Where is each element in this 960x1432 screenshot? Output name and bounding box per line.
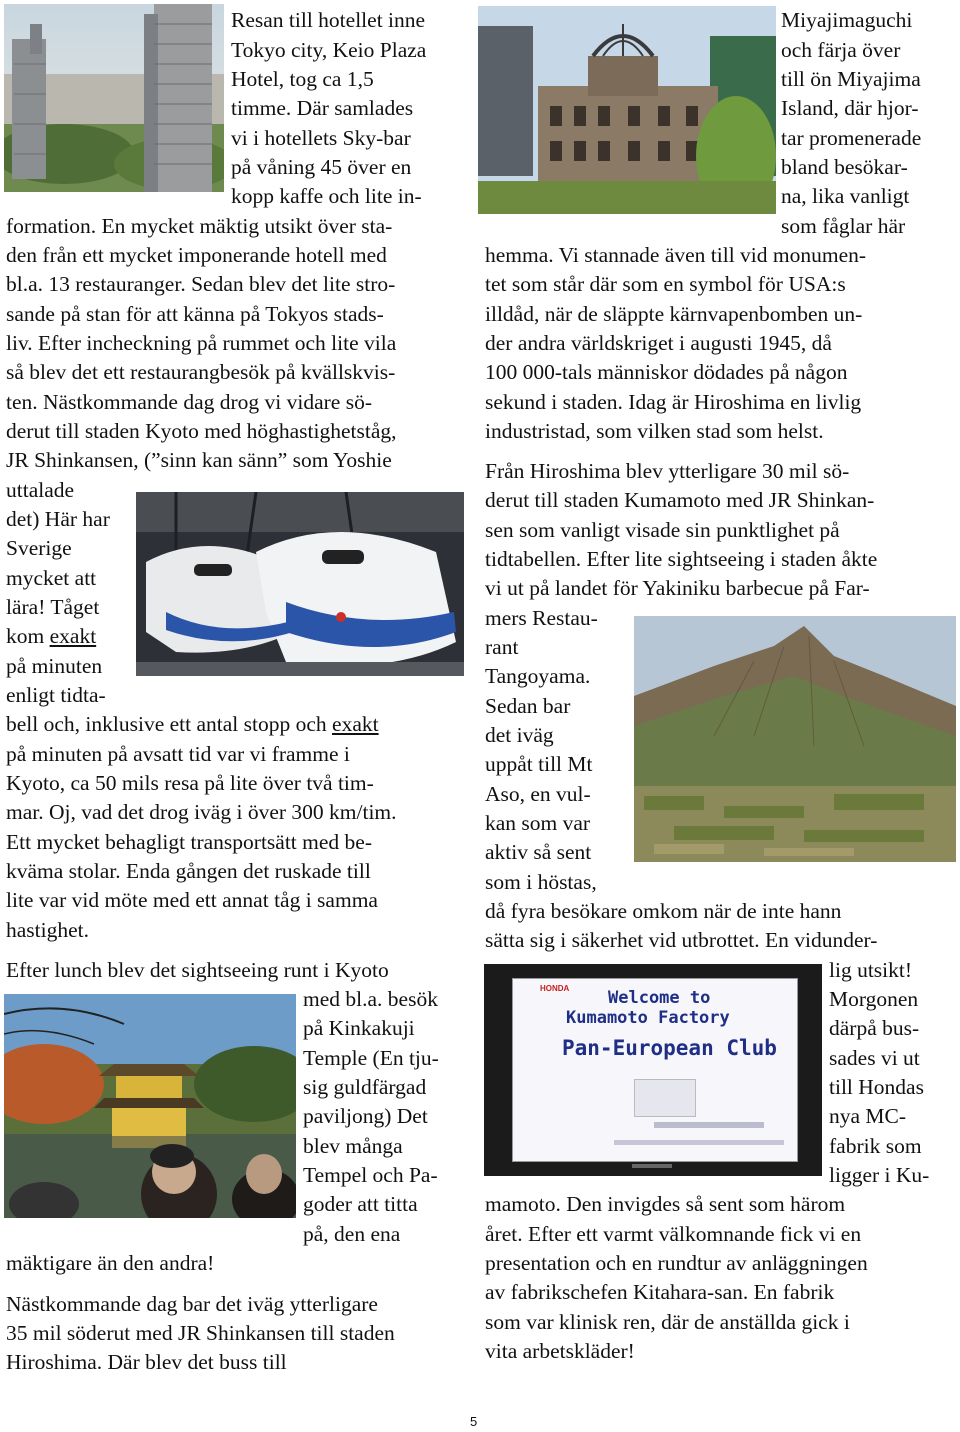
text-line: industristad, som vilken stad som helst. <box>485 419 824 443</box>
text-line: Hotel, tog ca 1,5 <box>231 67 374 91</box>
text-line: Miyajimaguchi <box>781 8 913 32</box>
text-line: det) Här har <box>6 507 110 531</box>
text-line: tidtabellen. Efter lite sightseeing i staden åkte <box>485 547 878 571</box>
text-line: 100 000-tals människor dödades på någon <box>485 360 848 384</box>
text-line: presentation och en rundtur av anläggningen <box>485 1251 868 1275</box>
sign-factory: Kumamoto Factory <box>566 1008 730 1028</box>
text-line: na, lika vanligt <box>781 184 910 208</box>
text-line: uttalade <box>6 478 75 502</box>
text-line: Tokyo city, Keio Plaza <box>231 38 427 62</box>
text-line: då fyra besökare omkom när de inte hann <box>485 899 842 923</box>
text-line: det iväg <box>485 723 554 747</box>
text-line: illdåd, när de släppte kärnvapenbomben un- <box>485 302 863 326</box>
text-line: vi i hotellets Sky-bar <box>231 126 411 150</box>
photo-mount-aso <box>634 616 956 862</box>
text-line: och färja över <box>781 38 901 62</box>
page-number: 5 <box>470 1414 478 1429</box>
text-line: hemma. Vi stannade även till vid monumen- <box>485 243 867 267</box>
text-line: därpå bus- <box>829 1016 920 1040</box>
text-line: bland besökar- <box>781 155 908 179</box>
text-line: Sverige <box>6 536 72 560</box>
text-line: kopp kaffe och lite in- <box>231 184 422 208</box>
text-line: derut till staden Kumamoto med JR Shinkan- <box>485 488 875 512</box>
text-line: på, den ena <box>303 1222 401 1246</box>
sign-welcome: Welcome to <box>608 988 711 1008</box>
text-line: Sedan bar <box>485 694 571 718</box>
text-line: sades vi ut <box>829 1046 920 1070</box>
text-line: Kyoto, ca 50 mils resa på lite över två tim- <box>6 771 374 795</box>
text-line: Aso, en vul- <box>485 782 591 806</box>
text-line: med bl.a. besök <box>303 987 438 1011</box>
text-line: bell och, inklusive ett antal stopp och exakt <box>6 712 379 736</box>
text-line: som fåglar här <box>781 214 906 238</box>
text-line: sande på stan för att känna på Tokyos stads- <box>6 302 384 326</box>
underlined-word: exakt <box>49 624 97 648</box>
honda-logo: HONDA <box>540 984 570 993</box>
text-line: som i höstas, <box>485 870 597 894</box>
text-line: bl.a. 13 restauranger. Sedan blev det lite stro- <box>6 272 396 296</box>
text-line: formation. En mycket mäktig utsikt över sta- <box>6 214 393 238</box>
text-line: sig guldfärgad <box>303 1075 427 1099</box>
text-line: paviljong) Det <box>303 1104 428 1128</box>
text-line: till Hondas <box>829 1075 924 1099</box>
text-line: som var klinisk ren, där de anställda gick i <box>485 1310 850 1334</box>
text-line: vita arbetskläder! <box>485 1339 635 1363</box>
text-line: lära! Tåget <box>6 595 100 619</box>
text-line: 35 mil söderut med JR Shinkansen till staden <box>6 1321 395 1345</box>
text-line: hastighet. <box>6 918 89 942</box>
text-line: aktiv så sent <box>485 840 592 864</box>
text-line: lig utsikt! <box>829 958 913 982</box>
text-line: på våning 45 över en <box>231 155 412 179</box>
text-line: Resan till hotellet inne <box>231 8 426 32</box>
text-line: kväma stolar. Enda gången det ruskade till <box>6 859 371 883</box>
underlined-word: exakt <box>332 712 379 736</box>
text-line: Efter lunch blev det sightseeing runt i Kyoto <box>6 958 389 982</box>
photo-shinkansen <box>136 492 464 676</box>
text-line: Hiroshima. Där blev det buss till <box>6 1350 287 1374</box>
text-line: Tangoyama. <box>485 664 591 688</box>
text-line: så blev det ett restaurangbesök på kvällskvis- <box>6 360 396 384</box>
text-line: enligt tidta- <box>6 683 106 707</box>
text-line: av fabrikschefen Kitahara-san. En fabrik <box>485 1280 835 1304</box>
text-line: ligger i Ku- <box>829 1163 930 1187</box>
text-line: på minuten på avsatt tid var vi framme i <box>6 742 350 766</box>
text-line: Tempel och Pa- <box>303 1163 438 1187</box>
text-line: fabrik som <box>829 1134 922 1158</box>
text-line: nya MC- <box>829 1104 907 1128</box>
text-line: Ett mycket behagligt transportsätt med be- <box>6 830 372 854</box>
text-line: på Kinkakuji <box>303 1016 415 1040</box>
text-line: mäktigare än den andra! <box>6 1251 215 1275</box>
text-line: uppåt till Mt <box>485 752 593 776</box>
text-line: kom exakt <box>6 624 97 648</box>
text-line: året. Efter ett varmt välkomnande fick vi en <box>485 1222 862 1246</box>
text-line: Från Hiroshima blev ytterligare 30 mil sö- <box>485 459 850 483</box>
text-line: sekund i staden. Idag är Hiroshima en livlig <box>485 390 862 414</box>
text-line: Temple (En tju- <box>303 1046 439 1070</box>
photo-honda-welcome-screen <box>484 964 822 1176</box>
text-line: tar promenerade <box>781 126 922 150</box>
text-line: mycket att <box>6 566 97 590</box>
text-line: liv. Efter incheckning på rummet och lite vila <box>6 331 397 355</box>
text-line: sätta sig i säkerhet vid utbrottet. En vidunder- <box>485 928 878 952</box>
text-line: der andra världskriget i augusti 1945, då <box>485 331 832 355</box>
text-line: lite var vid möte med ett annat tåg i samma <box>6 888 378 912</box>
text-line: goder att titta <box>303 1192 418 1216</box>
photo-kinkakuji <box>4 994 296 1218</box>
text-line: blev många <box>303 1134 403 1158</box>
text-line: JR Shinkansen, (”sinn kan sänn” som Yoshie <box>6 448 392 472</box>
text-line: derut till staden Kyoto med höghastighetståg, <box>6 419 397 443</box>
photo-atomic-dome <box>478 6 776 214</box>
text-line: mers Restau- <box>485 606 598 630</box>
text-line: tet som står där som en symbol för USA:s <box>485 272 846 296</box>
text-line: Island, där hjor- <box>781 96 919 120</box>
text-line: sen som vanligt visade sin punktlighet på <box>485 518 840 542</box>
text-line: vi ut på landet för Yakiniku barbecue på Far- <box>485 576 870 600</box>
text-line: mar. Oj, vad det drog iväg i över 300 km/tim. <box>6 800 397 824</box>
text-line: rant <box>485 635 519 659</box>
text-line: mamoto. Den invigdes så sent som härom <box>485 1192 846 1216</box>
text-line: timme. Där samlades <box>231 96 414 120</box>
text-line: kan som var <box>485 811 591 835</box>
photo-tokyo-skyline <box>4 4 224 192</box>
text-line: till ön Miyajima <box>781 67 921 91</box>
text-line: den från ett mycket imponerande hotell med <box>6 243 387 267</box>
text-line: ten. Nästkommande dag drog vi vidare sö- <box>6 390 373 414</box>
text-line: Nästkommande dag bar det iväg ytterligare <box>6 1292 378 1316</box>
text-line: Morgonen <box>829 987 919 1011</box>
sign-club: Pan-European Club <box>562 1036 777 1060</box>
text-line: på minuten <box>6 654 103 678</box>
